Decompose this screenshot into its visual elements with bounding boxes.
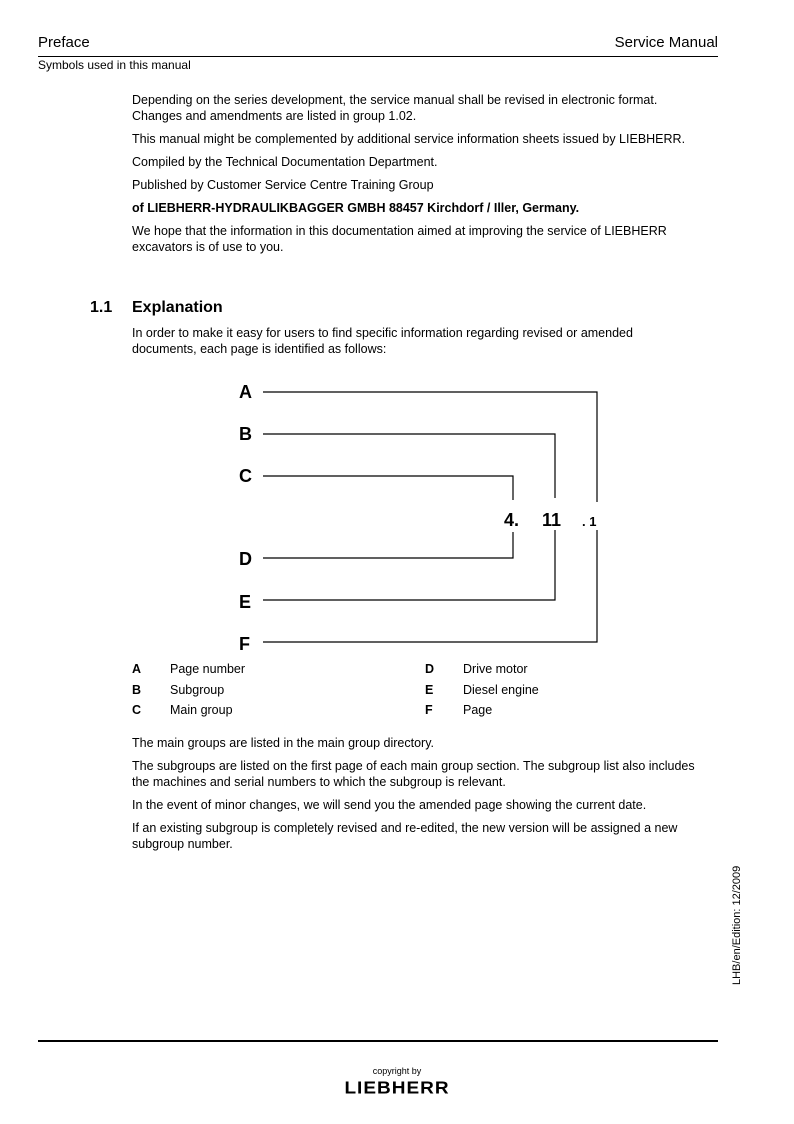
legend-item xyxy=(425,700,539,721)
header-right-title: Service Manual xyxy=(614,34,718,51)
intro-block xyxy=(132,92,722,262)
line-d xyxy=(263,532,513,558)
legend-item xyxy=(132,700,245,721)
legend-key: D xyxy=(425,662,435,676)
legend-key: A xyxy=(132,662,142,676)
legend-key: F xyxy=(425,703,433,717)
section-intro-block xyxy=(132,325,722,364)
line-b xyxy=(263,434,555,498)
copyright-text: copyright by xyxy=(372,1066,422,1076)
diagram-page-number: . 1 xyxy=(582,514,597,529)
legend-key: B xyxy=(132,682,142,697)
diagram-letter-a: A xyxy=(239,382,252,402)
line-a xyxy=(263,392,597,502)
legend-item xyxy=(425,659,539,680)
intro-paragraph-6: We hope that the information in this documentation aimed at improving the service of LIEBHERR excavators is of use to you. xyxy=(132,224,667,254)
closing-block xyxy=(132,735,722,859)
legend-item xyxy=(425,680,539,701)
intro-paragraph-4: Published by Customer Service Centre Training Group xyxy=(132,178,434,192)
diagram-letter-e: E xyxy=(239,592,252,612)
intro-paragraph-5-company: LIEBHERR-HYDRAULIKBAGGER GMBH 88457 Kirchdorf / Iller, Germany. xyxy=(147,201,580,215)
legend-item xyxy=(132,659,245,680)
intro-paragraph-2: This manual might be complemented by additional service information sheets issued by LIEBHERR. xyxy=(132,132,686,146)
edition-note: LHB/en/Edition: 12/2009 xyxy=(731,865,743,985)
line-c xyxy=(263,476,513,500)
closing-paragraph-2: The subgroups are listed on the first page of each main group section. The subgroup list also includes the machines and serial numbers to which the subgroup is relevant. xyxy=(132,759,695,789)
line-f xyxy=(263,530,597,642)
legend-label: Drive motor xyxy=(463,662,528,676)
liebherr-logo: LIEBHERR xyxy=(344,1079,450,1098)
closing-paragraph-4: If an existing subgroup is completely revised and re-edited, the new version will be assigned a new subgroup number. xyxy=(132,821,678,851)
diagram-letter-b: B xyxy=(239,424,252,444)
diagram-letter-d: D xyxy=(239,549,252,569)
diagram-letter-c: C xyxy=(239,466,252,486)
header-subtitle: Symbols used in this manual xyxy=(38,58,191,72)
intro-paragraph-5-prefix: of xyxy=(132,201,148,215)
legend-left xyxy=(132,659,245,721)
diagram-main-group-number: 4. xyxy=(504,510,520,530)
legend-label: Main group xyxy=(170,703,233,717)
legend-right xyxy=(425,659,539,721)
legend-label: Diesel engine xyxy=(463,682,539,697)
diagram-subgroup-number: 11 xyxy=(542,510,562,530)
page-identification-diagram xyxy=(0,370,794,655)
diagram-letter-f: F xyxy=(239,634,250,654)
legend-key: E xyxy=(425,682,434,697)
legend-label: Page xyxy=(463,703,493,717)
section-title: Explanation xyxy=(132,299,223,316)
legend-label: Page number xyxy=(170,662,246,676)
intro-paragraph-1: Depending on the series development, the service manual shall be revised in electronic format. Changes and amendments are listed in group 1.02. xyxy=(132,93,658,123)
legend-label: Subgroup xyxy=(170,682,225,697)
section-number: 1.1 xyxy=(90,299,113,316)
intro-paragraph-3: Compiled by the Technical Documentation Department. xyxy=(132,155,438,169)
header-left-title: Preface xyxy=(38,34,90,51)
closing-paragraph-3: In the event of minor changes, we will send you the amended page showing the current date. xyxy=(132,798,647,812)
line-e xyxy=(263,530,555,600)
header-divider xyxy=(38,56,718,57)
footer-divider xyxy=(38,1040,718,1042)
intro-paragraph-5 xyxy=(132,200,722,216)
section-intro: In order to make it easy for users to find specific information regarding revised or amended documents, each page is identified as follows: xyxy=(132,326,633,356)
legend-key: C xyxy=(132,703,142,717)
legend-item xyxy=(132,680,245,701)
closing-paragraph-1: The main groups are listed in the main group directory. xyxy=(132,736,435,750)
